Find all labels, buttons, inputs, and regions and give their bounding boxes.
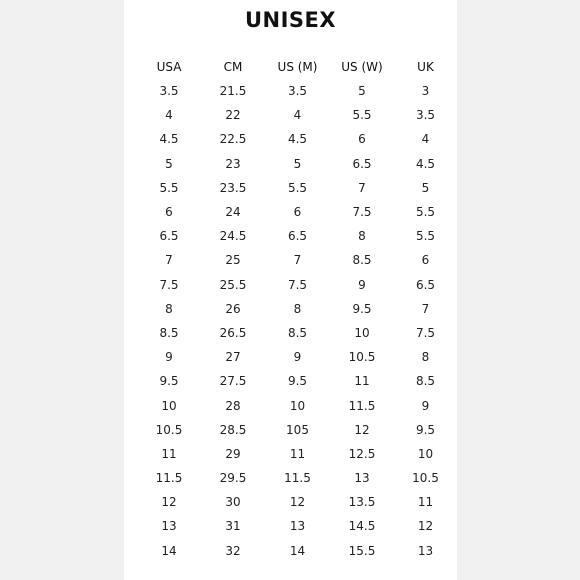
cell-us-w: 9: [358, 277, 366, 292]
cell-usa: 10: [161, 398, 177, 413]
cell-uk: 3: [421, 84, 430, 99]
cell-usa: 14: [161, 543, 177, 558]
cell-us-m: 105: [286, 422, 309, 437]
cell-cm: 22: [225, 108, 241, 123]
cell-us-w: 12: [354, 422, 370, 437]
table-row: [137, 393, 457, 417]
cell-uk: 12: [417, 519, 434, 534]
table-row: [137, 297, 457, 321]
table-row: [137, 345, 457, 369]
table-row: [137, 176, 457, 200]
cell-uk: 11: [417, 495, 434, 510]
table-row: [137, 514, 457, 538]
cell-us-w: 10.5: [348, 350, 376, 365]
cell-us-w: 5.5: [352, 108, 372, 123]
cell-usa: 5: [165, 156, 173, 171]
cell-cm: 29: [225, 446, 241, 461]
cell-uk: 13: [417, 543, 434, 558]
size-table: [137, 55, 457, 563]
cell-cm: 28.5: [219, 422, 247, 437]
cell-cm: 28: [225, 398, 241, 413]
cell-uk: 8: [421, 350, 430, 365]
table-row: [137, 79, 457, 103]
cell-uk: 5.5: [415, 205, 436, 220]
cell-uk: 4.5: [415, 156, 436, 171]
cell-us-m: 5.5: [287, 180, 308, 195]
cell-usa: 6: [165, 205, 173, 220]
cell-uk: 8.5: [415, 374, 436, 389]
cell-usa: 8: [165, 301, 173, 316]
table-row: [137, 103, 457, 127]
cell-uk: 7: [421, 301, 430, 316]
cell-cm: 25: [225, 253, 241, 268]
cell-cm: 26.5: [219, 325, 247, 340]
cell-uk: 6: [421, 253, 430, 268]
cell-usa: 5.5: [159, 180, 179, 195]
cell-cm: 21.5: [219, 84, 247, 99]
cell-us-w: 8.5: [352, 253, 372, 268]
cell-cm: 30: [225, 495, 241, 510]
cell-us-m: 6: [293, 205, 302, 220]
cell-us-w: 7: [358, 180, 366, 195]
cell-usa: 4.5: [159, 132, 179, 147]
cell-usa: 6.5: [159, 229, 179, 244]
cell-uk: 5.5: [415, 229, 436, 244]
cell-cm: 25.5: [219, 277, 247, 292]
cell-us-m: 10: [289, 398, 306, 413]
cell-us-m: 8: [293, 301, 302, 316]
table-row: [137, 418, 457, 442]
cell-cm: 22.5: [219, 132, 247, 147]
cell-us-w: 11: [354, 374, 370, 389]
cell-us-w: 11.5: [348, 398, 376, 413]
cell-usa: 13: [161, 519, 177, 534]
chart-title: UNISEX: [244, 8, 337, 32]
table-row: [137, 490, 457, 514]
cell-us-m: 4.5: [287, 132, 308, 147]
cell-us-m: 11: [289, 446, 306, 461]
cell-us-w: 12.5: [348, 446, 376, 461]
cell-usa: 9: [165, 350, 173, 365]
cell-cm: 27: [225, 350, 241, 365]
cell-us-w: 15.5: [348, 543, 376, 558]
table-row: [137, 127, 457, 151]
table-row: [137, 442, 457, 466]
cell-us-w: 14.5: [348, 519, 376, 534]
cell-cm: 23.5: [219, 180, 247, 195]
cell-cm: 26: [225, 301, 241, 316]
cell-us-m: 7: [293, 253, 302, 268]
cell-us-m: 12: [289, 495, 306, 510]
cell-us-w: 9.5: [352, 301, 372, 316]
cell-us-m: 14: [289, 543, 306, 558]
cell-usa: 11.5: [155, 471, 183, 486]
cell-uk: 5: [421, 180, 430, 195]
cell-cm: 31: [225, 519, 241, 534]
cell-us-m: 8.5: [287, 325, 308, 340]
cell-usa: 3.5: [159, 84, 179, 99]
header-row: [137, 55, 457, 79]
cell-cm: 29.5: [219, 471, 247, 486]
cell-us-m: 4: [293, 108, 302, 123]
cell-us-w: 13.5: [348, 495, 376, 510]
table-row: [137, 466, 457, 490]
cell-us-m: 6.5: [287, 229, 308, 244]
cell-uk: 9.5: [415, 422, 436, 437]
column-header-us-w: US (W): [341, 60, 383, 74]
cell-usa: 8.5: [159, 325, 179, 340]
cell-uk: 4: [421, 132, 430, 147]
column-header-usa: USA: [156, 60, 182, 74]
cell-usa: 4: [165, 108, 173, 123]
cell-cm: 27.5: [219, 374, 247, 389]
cell-cm: 24: [225, 205, 241, 220]
cell-cm: 32: [225, 543, 241, 558]
cell-usa: 10.5: [155, 422, 183, 437]
cell-us-w: 13: [354, 471, 370, 486]
cell-uk: 10: [417, 446, 434, 461]
table-row: [137, 152, 457, 176]
table-row: [137, 224, 457, 248]
column-header-uk: UK: [417, 60, 434, 74]
cell-us-m: 9.5: [287, 374, 308, 389]
cell-us-w: 5: [358, 84, 366, 99]
cell-uk: 7.5: [415, 325, 436, 340]
size-chart-card: [124, 0, 457, 580]
table-row: [137, 200, 457, 224]
cell-usa: 9.5: [159, 374, 179, 389]
cell-usa: 7.5: [159, 277, 179, 292]
cell-us-w: 6: [358, 132, 366, 147]
cell-cm: 24.5: [219, 229, 247, 244]
cell-us-m: 5: [293, 156, 302, 171]
cell-usa: 12: [161, 495, 177, 510]
size-rows: [137, 79, 457, 563]
cell-uk: 3.5: [415, 108, 436, 123]
cell-us-m: 7.5: [287, 277, 308, 292]
cell-usa: 7: [165, 253, 173, 268]
cell-us-m: 3.5: [287, 84, 308, 99]
cell-usa: 11: [161, 446, 177, 461]
cell-uk: 10.5: [412, 471, 439, 486]
table-row: [137, 369, 457, 393]
cell-us-m: 13: [289, 519, 306, 534]
cell-us-w: 6.5: [352, 156, 372, 171]
cell-cm: 23: [225, 156, 241, 171]
cell-us-m: 9: [293, 350, 302, 365]
cell-us-w: 8: [358, 229, 366, 244]
table-row: [137, 321, 457, 345]
table-row: [137, 248, 457, 272]
table-row: [137, 539, 457, 563]
cell-us-w: 7.5: [352, 205, 372, 220]
column-header-cm: CM: [223, 60, 243, 74]
column-header-us-m: US (M): [277, 60, 318, 74]
cell-us-m: 11.5: [284, 471, 311, 486]
cell-uk: 9: [421, 398, 430, 413]
table-row: [137, 273, 457, 297]
cell-uk: 6.5: [415, 277, 436, 292]
cell-us-w: 10: [354, 325, 370, 340]
